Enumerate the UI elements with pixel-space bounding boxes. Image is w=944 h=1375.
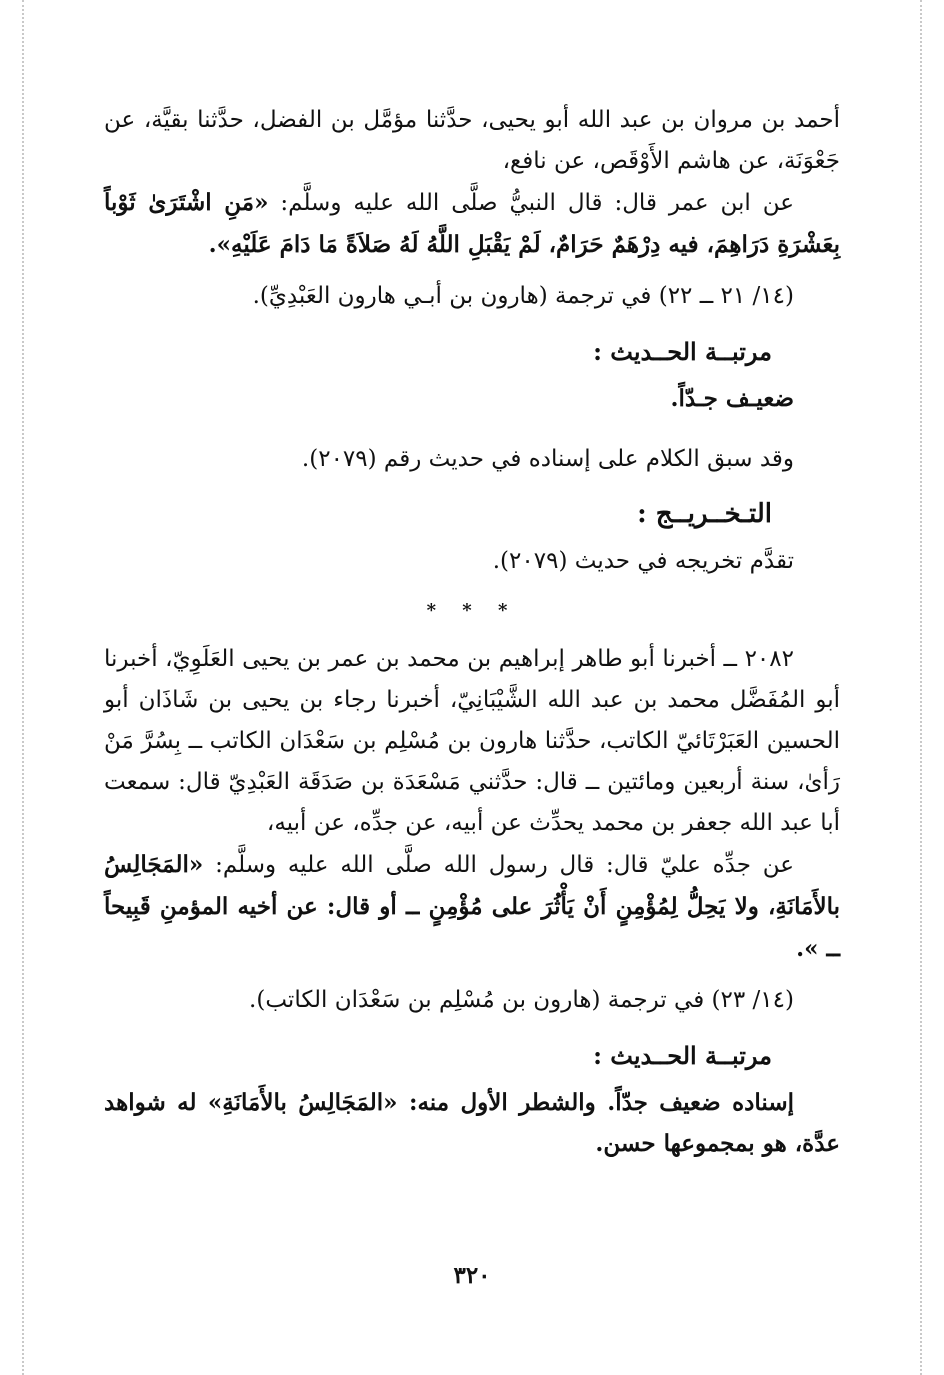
page-body <box>104 100 840 1164</box>
left-margin-dotted-line <box>22 0 24 1375</box>
hadith-2-intro: عن جدِّه عليّ قال: قال رسول الله صلَّى الله عليه وسلَّم: <box>203 852 794 878</box>
hadith-1-quote: «مَنِ اشْتَرَىٰ ثَوْباً بِعَشْرَةِ دَرَاهِمَ، فيه دِرْهَمٌ حَرَامٌ، لَمْ يَقْبَلِ اللَّهُ لَهُ صَلاَةً مَا دَامَ عَلَيْهِ». <box>104 189 840 258</box>
page-number: ٣٢٠ <box>453 1262 491 1289</box>
reference-2: (١٤/ ٢٣) في ترجمة (هارون بن مُسْلِم بن سَعْدَان الكاتب). <box>249 987 794 1013</box>
takhrij-heading: التـخــريــج : <box>637 499 772 529</box>
grade-heading-1: مرتبــة الحــديث : <box>593 337 772 366</box>
grade-text-2: إسناده ضعيف جدّاً. والشطر الأول منه: «المَجَالِسُ بالأَمَانَةِ» له شواهد عدَّة، هو بمجموعها حسن. <box>104 1089 840 1157</box>
hadith-1-intro: عن ابن عمر قال: قال النبيُّ صلَّى الله عليه وسلَّم: <box>268 190 794 216</box>
hadith-paragraph-2 <box>104 844 840 970</box>
reference-1: (١٤/ ٢١ ــ ٢٢) في ترجمة (هارون بن أبـي هارون العَبْدِيِّ). <box>252 283 794 309</box>
isnad-paragraph-2082: ٢٠٨٢ ــ أخبرنا أبو طاهر إبراهيم بن محمد بن عمر بن يحيى العَلَوِيّ، أخبرنا أبو المُفَضَّل محمد بن عبد الله الشَّيْبَانِيّ، أخبرنا رجاء بن يحيى بن شَاذَان أبو الحسين العَبَرْتَائيّ الكاتب، حدَّثنا هارون بن مُسْلِم بن سَعْدَان الكاتب ــ بِسُرَّ مَنْ رَأىٰ، سنة أربعين ومائتين ــ قال: حدَّثني مَسْعَدَة بن صَدَقَة العَبْدِيّ قال: سمعت أبا عبد الله جعفر بن محمد يحدِّث عن أبيه، عن جدِّه، عن أبيه، <box>104 646 840 836</box>
hadith-2-quote: «المَجَالِسُ بالأَمَانَةِ، ولا يَحِلُّ لِمُؤْمِنٍ أَنْ يَأْثُرَ على مُؤْمِنٍ ــ أو قال: عن أخيه المؤمنِ قَبِيحاً ــ ». <box>104 851 840 962</box>
hadith-paragraph-1 <box>104 182 840 266</box>
right-margin-dotted-line <box>920 0 922 1375</box>
grade-text-1: ضعيـف جـدّاً. <box>670 385 794 412</box>
section-separator: * * * <box>426 600 518 621</box>
takhrij-text: تقدَّم تخريجه في حديث (٢٠٧٩). <box>492 548 794 574</box>
grade-heading-2: مرتبــة الحــديث : <box>593 1041 772 1070</box>
isnad-paragraph-1: أحمد بن مروان بن عبد الله أبو يحيى، حدَّثنا مؤمَّل بن الفضل، حدَّثنا بقيَّة، عن جَعْوَنَة، عن هاشم الأَوْقَص، عن نافع، <box>104 107 840 174</box>
note-paragraph: وقد سبق الكلام على إسناده في حديث رقم (٢٠٧٩). <box>301 446 794 472</box>
